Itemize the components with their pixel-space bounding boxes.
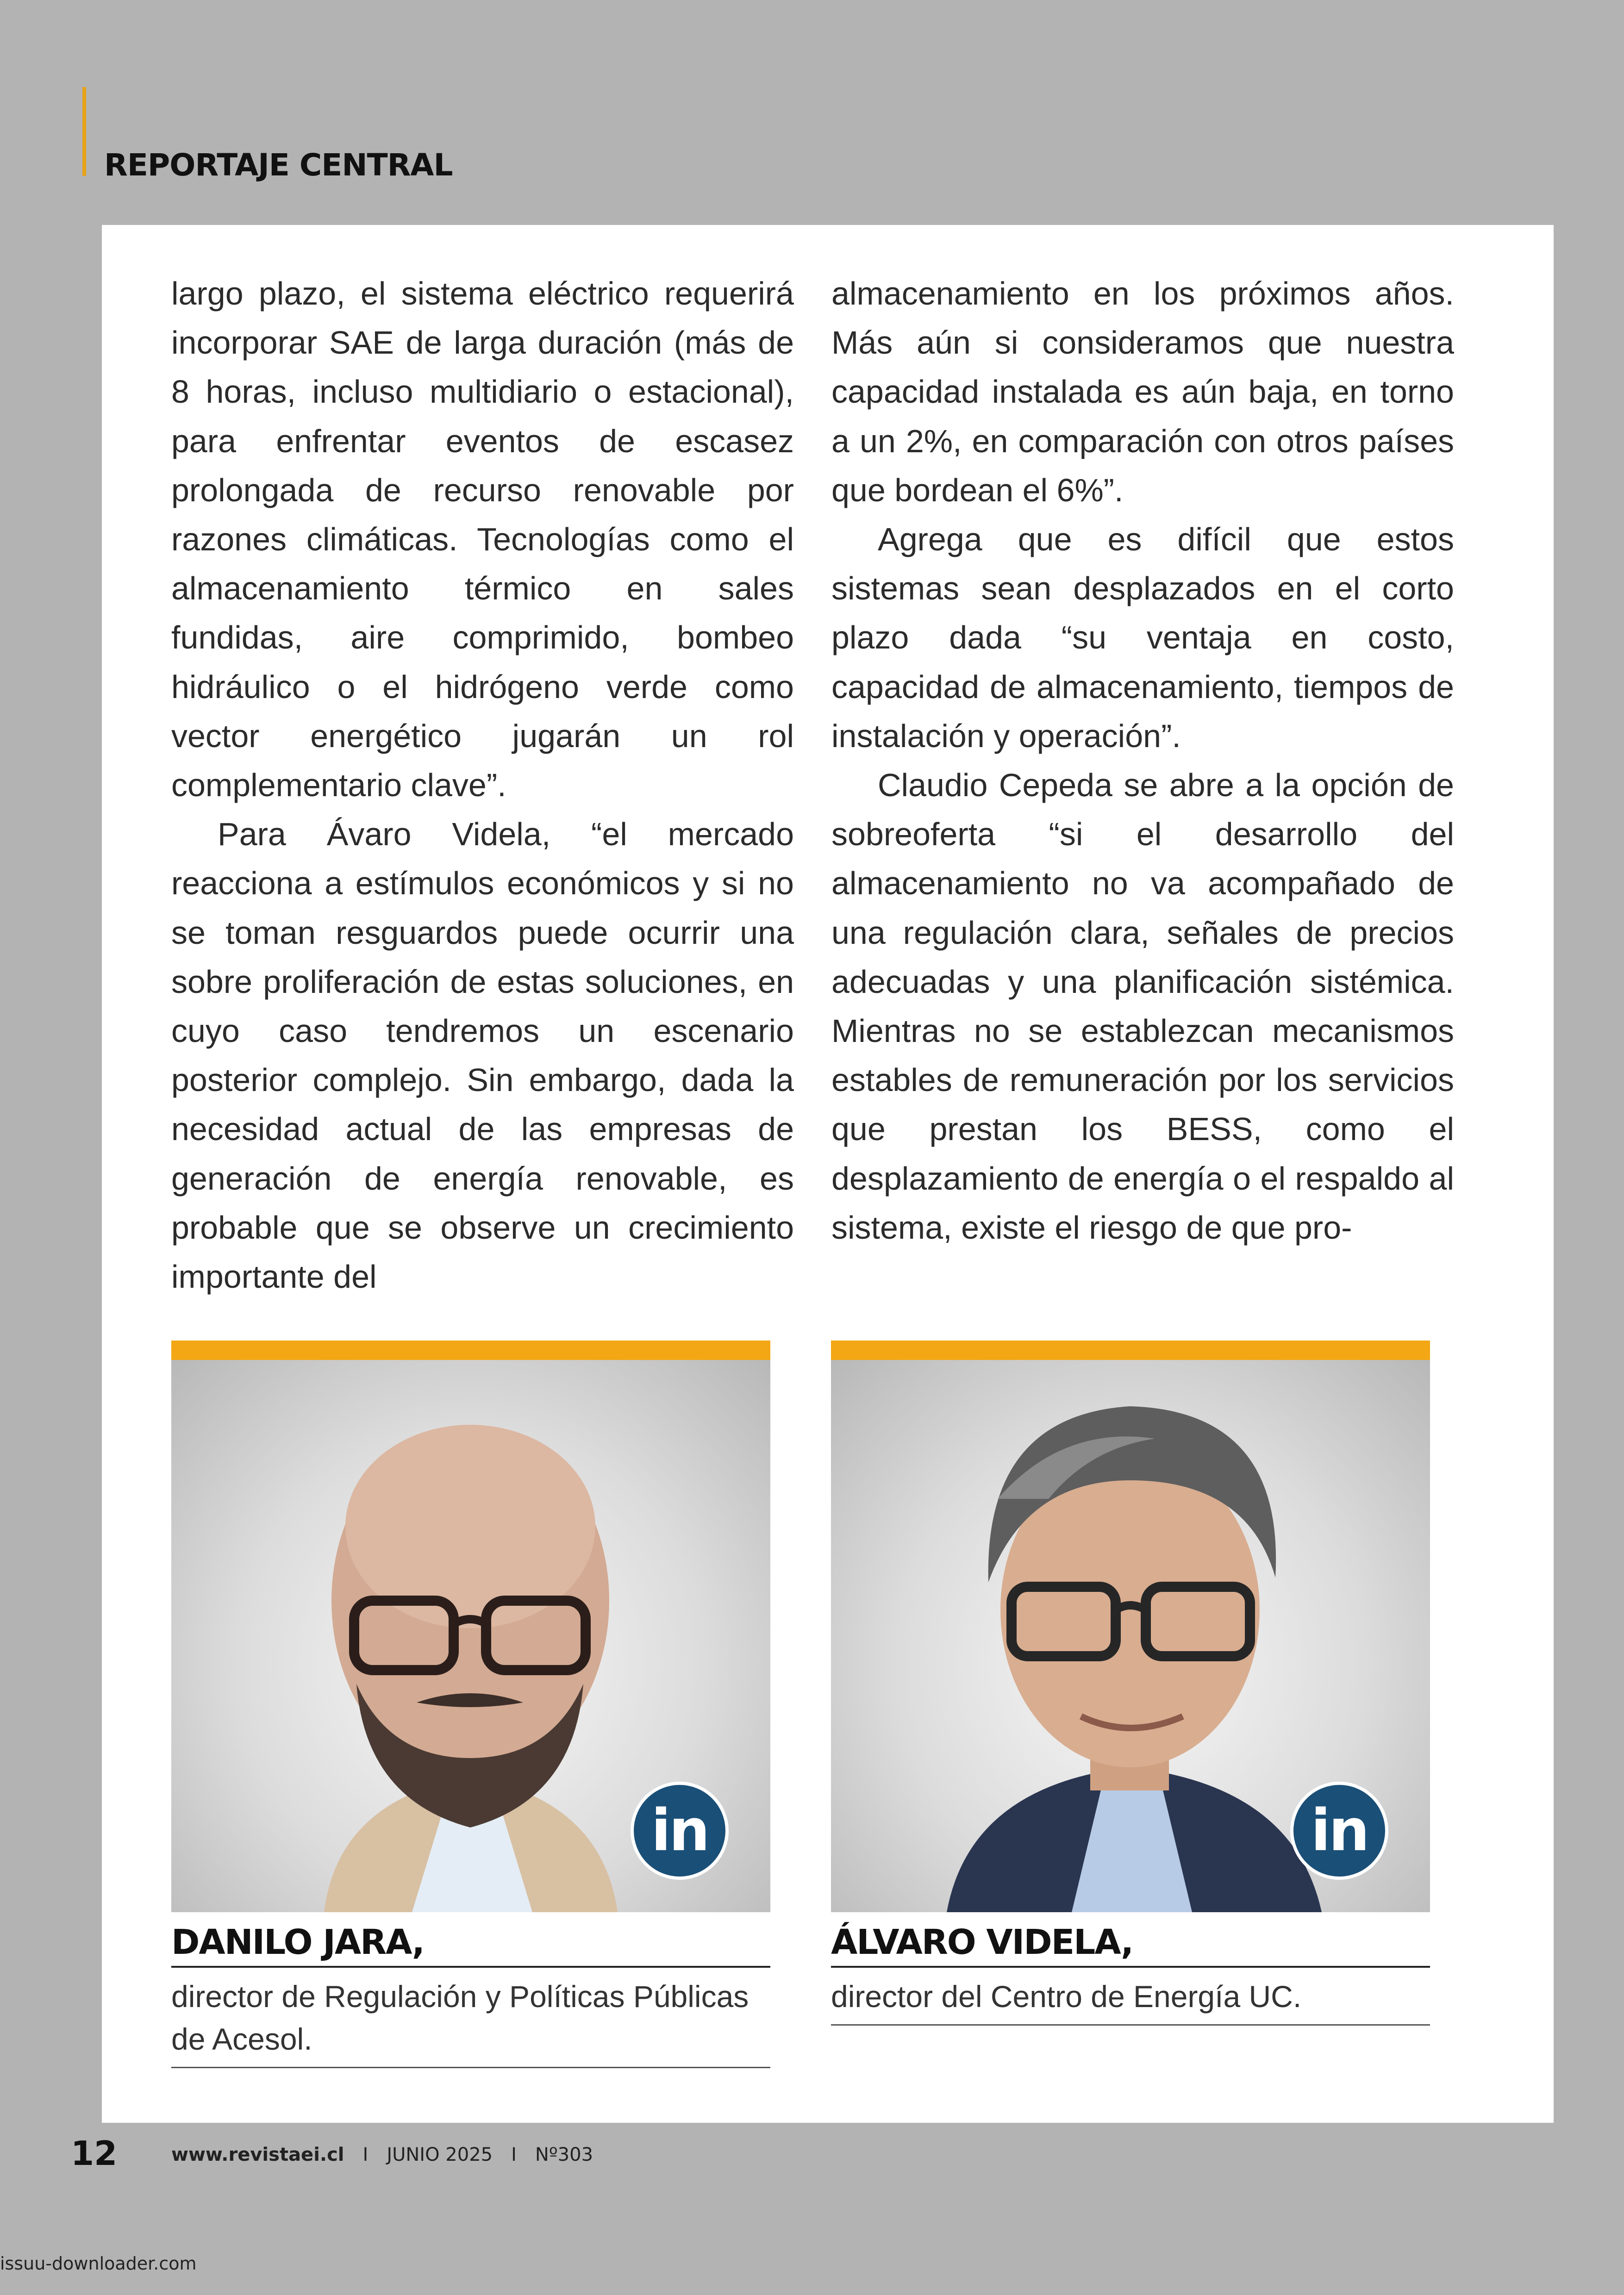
profile-photo: [171, 1360, 770, 1912]
footer-separator: I: [362, 2144, 369, 2165]
profile-card-topbar: [171, 1341, 770, 1360]
article-paragraph: Para Ávaro Videla, “el mercado reacciona a estímulos económicos y si no se toman resguardos puede ocurrir una sobre proliferación de estas soluciones, en cuyo caso tendremos un escenario posterior complejo. Sin embargo, dada la necesidad actual de las empresas de generación de energía renovable, es probable que se observe un crecimiento importante del: [171, 816, 794, 1295]
profile-role: director de Regulación y Políticas Públicas de Acesol.: [171, 1968, 770, 2068]
footer-separator: I: [511, 2144, 517, 2165]
profile-photo: [831, 1360, 1430, 1912]
article-paragraph: Agrega que es difícil que estos sistemas sean desplazados en el corto plazo dada “su ventaja en costo, capacidad de almacenamiento, tiempos de instalación y operación”.: [831, 521, 1454, 754]
footer-issue: Nº303: [535, 2144, 593, 2165]
profile-role: director del Centro de Energía UC.: [831, 1968, 1430, 2026]
section-label: REPORTAJE CENTRAL: [104, 147, 453, 183]
article-column-left: [171, 269, 794, 1347]
article-paragraph: almacenamiento en los próximos años. Más aún si consideramos que nuestra capacidad instalada es aún baja, en torno a un 2%, en comparación con otros países que bordean el 6%”.: [831, 275, 1454, 508]
page-number: 12: [71, 2134, 118, 2173]
section-accent-bar: [82, 87, 86, 176]
linkedin-icon[interactable]: in: [631, 1782, 729, 1880]
footer-date: JUNIO 2025: [387, 2144, 493, 2165]
profile-card-topbar: [831, 1341, 1430, 1360]
article-paragraph: largo plazo, el sistema eléctrico requerirá incorporar SAE de larga duración (más de 8 horas, incluso multidiario o estacional), para enfrentar eventos de escasez prolongada de recurso renovable por razones climáticas. Tecnologías como el almacenamiento térmico en sales fundidas, aire comprimido, bombeo hidráulico o el hidrógeno verde como vector energético jugarán un rol complementario clave”.: [171, 275, 794, 804]
profile-card-danilo-jara: [171, 1341, 770, 2068]
profile-name: DANILO JARA,: [171, 1912, 770, 1968]
linkedin-icon[interactable]: in: [1290, 1782, 1388, 1880]
profile-name: ÁLVARO VIDELA,: [831, 1912, 1430, 1968]
profile-card-alvaro-videla: [831, 1341, 1430, 2026]
article-column-right: [831, 269, 1454, 1347]
article-paragraph: Claudio Cepeda se abre a la opción de sobreoferta “si el desarrollo del almacenamiento no va acompañado de una regulación clara, señales de precios adecuadas y una planificación sistémica. Mientras no se establezcan mecanismos estables de remuneración por los servicios que prestan los BESS, como el desplazamiento de energía o el respaldo al sistema, existe el riesgo de que pro-: [831, 767, 1454, 1246]
watermark-text: issuu-downloader.com: [0, 2253, 197, 2274]
footer-website-link[interactable]: www.revistaei.cl: [171, 2144, 344, 2165]
page-footer: [171, 2144, 593, 2165]
article-panel: [102, 225, 1554, 2123]
